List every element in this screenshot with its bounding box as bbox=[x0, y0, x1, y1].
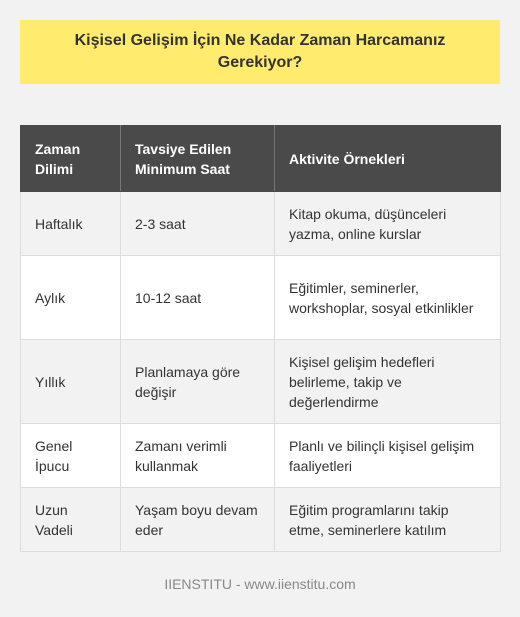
table-row bbox=[21, 424, 501, 488]
cell-activities: Eğitim programlarını takip etme, seminerlere katılım bbox=[275, 488, 501, 552]
cell-min-hours: Zamanı verimli kullanmak bbox=[121, 424, 275, 488]
title-banner bbox=[20, 20, 500, 84]
cell-time-period: Aylık bbox=[21, 256, 121, 340]
table-header-row bbox=[21, 126, 501, 192]
cell-min-hours: Yaşam boyu devam eder bbox=[121, 488, 275, 552]
header-min-hours: Tavsiye Edilen Minimum Saat bbox=[121, 126, 275, 192]
cell-time-period: Uzun Vadeli bbox=[21, 488, 121, 552]
table-row bbox=[21, 192, 501, 256]
cell-time-period: Yıllık bbox=[21, 340, 121, 424]
cell-min-hours: 2-3 saat bbox=[121, 192, 275, 256]
table-row bbox=[21, 340, 501, 424]
cell-activities: Planlı ve bilinçli kişisel gelişim faaliyetleri bbox=[275, 424, 501, 488]
table-row bbox=[21, 256, 501, 340]
cell-time-period: Genel İpucu bbox=[21, 424, 121, 488]
header-time-period: Zaman Dilimi bbox=[21, 126, 121, 192]
footer-credit: IIENSTITU - www.iienstitu.com bbox=[164, 576, 356, 592]
table-row bbox=[21, 488, 501, 552]
cell-activities: Kitap okuma, düşünceleri yazma, online kurslar bbox=[275, 192, 501, 256]
cell-activities: Kişisel gelişim hedefleri belirleme, takip ve değerlendirme bbox=[275, 340, 501, 424]
cell-min-hours: Planlamaya göre değişir bbox=[121, 340, 275, 424]
header-activity-examples: Aktivite Örnekleri bbox=[275, 126, 501, 192]
cell-time-period: Haftalık bbox=[21, 192, 121, 256]
cell-min-hours: 10-12 saat bbox=[121, 256, 275, 340]
page-title: Kişisel Gelişim İçin Ne Kadar Zaman Harcamanız Gerekiyor? bbox=[74, 32, 446, 71]
time-table bbox=[20, 125, 501, 552]
cell-activities: Eğitimler, seminerler, workshoplar, sosyal etkinlikler bbox=[275, 256, 501, 340]
